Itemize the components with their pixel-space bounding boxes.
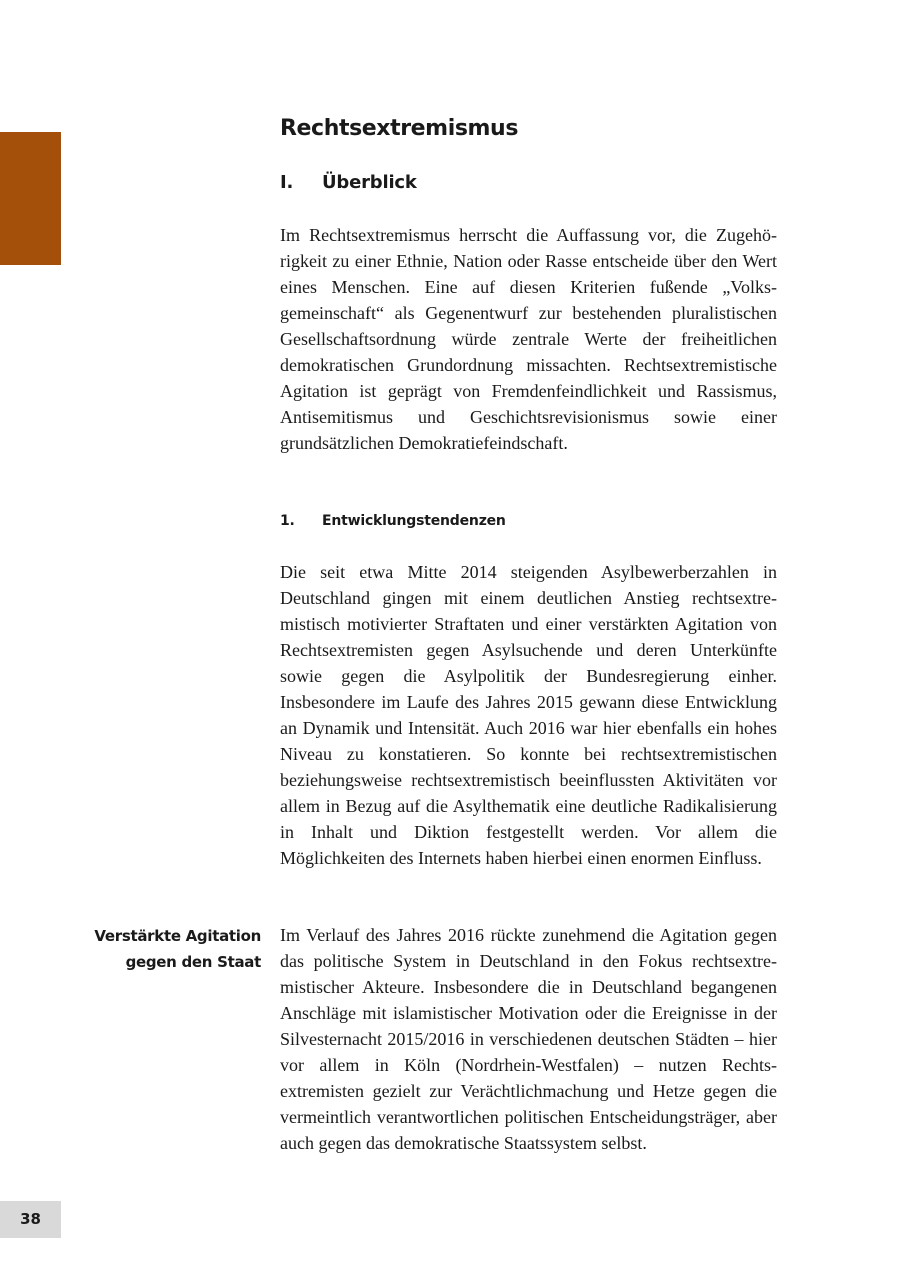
- subsection-title: Entwicklungstendenzen: [322, 513, 506, 529]
- chapter-title: Rechtsextremismus: [280, 116, 519, 141]
- margin-note: [60, 923, 261, 975]
- page-number-box: [0, 1201, 61, 1238]
- chapter-color-tab: [0, 132, 61, 265]
- subsection-heading: [280, 510, 506, 532]
- margin-note-line-1: Verstärkte Agitation: [94, 927, 261, 945]
- section-paragraph: Im Rechtsextremismus herrscht die Auffassung vor, die Zugehörigkeit zu einer Ethnie, Nation oder Rasse entscheide über den Wert eines Menschen. Eine auf diesen Kriterien fußende „Volksgemeinschaft“ als Gegenentwurf zur bestehenden pluralistischen Gesellschaftsordnung würde zentrale Werte der freiheitlichen demokratischen Grundordnung missachten. Rechtsextremistische Agitation ist geprägt von Fremdenfeindlichkeit und Rassismus, Antisemitismus und Geschichtsrevisionismus sowie einer grundsätzlichen Demokratiefeindschaft.: [280, 225, 777, 453]
- subsection-paragraph: Die seit etwa Mitte 2014 steigenden Asylbewerberzahlen in Deutschland gingen mit einem deutlichen Anstieg rechtsextremistisch motivierter Straftaten und einer verstärkten Agitation von Rechtsextremisten gegen Asylsuchende und deren Unterkünfte sowie gegen die Asylpolitik der Bundesregierung einher. Insbesondere im Laufe des Jahres 2015 gewann diese Entwicklung an Dynamik und Intensität. Auch 2016 war hier ebenfalls ein hohes Niveau zu konstatieren. So konnte bei rechtsextremistischen beziehungsweise rechtsextremistisch beeinflussten Aktivitäten vor allem in Bezug auf die Asylthematik eine deutliche Radikalisierung in Inhalt und Diktion festgestellt werden. Vor allem die Möglichkeiten des Internets haben hierbei einen enormen Einfluss.: [280, 562, 777, 868]
- section-heading: [280, 170, 417, 196]
- page-number: 38: [20, 1210, 41, 1228]
- section-title: Überblick: [322, 172, 417, 193]
- margin-note-line-2: gegen den Staat: [125, 953, 261, 971]
- body-paragraph-3: Im Verlauf des Jahres 2016 rückte zunehmend die Agitation gegen das politische System in Deutschland in den Fokus rechtsextremistischer Akteure. Insbesondere die in Deutschland begangenen Anschläge mit islamistischer Motivation oder die Ereignisse in der Silvesternacht 2015/2016 in verschiedenen deutschen Städten – hier vor allem in Köln (Nordrhein-Westfalen) – nutzen Rechtsextremisten gezielt zur Verächtlichmachung und Hetze gegen die vermeintlich verantwortlichen politischen Entscheidungsträger, aber auch gegen das demokratische Staatssystem selbst.: [280, 925, 777, 1153]
- subsection-number: 1.: [280, 513, 295, 529]
- section-number: I.: [280, 172, 294, 193]
